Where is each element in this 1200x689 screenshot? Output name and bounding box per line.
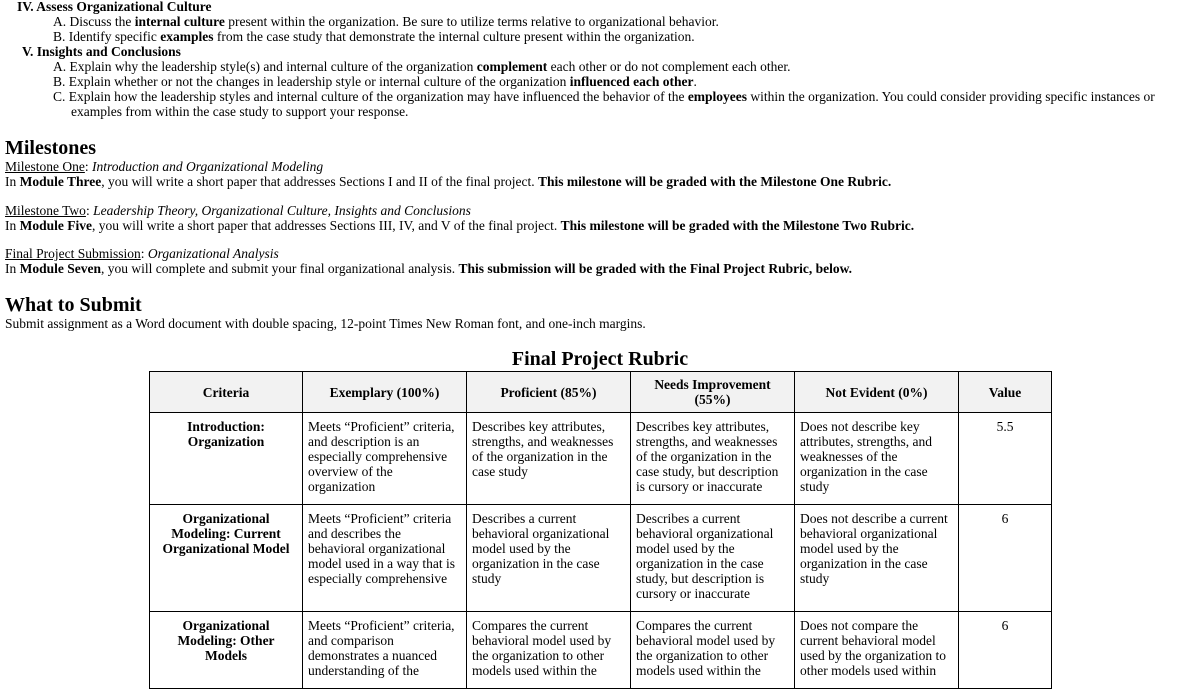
needs-improvement-cell: Describes key attributes, strengths, and weaknesses of the organization in the case study, but description is cursory or inaccurate bbox=[631, 413, 795, 505]
final-project-text bbox=[5, 261, 852, 276]
bold-text: internal culture bbox=[134, 14, 225, 29]
text: , you will write a short paper that addresses Sections I and II of the final project. bbox=[101, 174, 539, 189]
not-evident-cell: Does not compare the current behavioral model used by the organization to other models used within bbox=[795, 612, 959, 689]
exemplary-cell: Meets “Proficient” criteria, and description is an especially comprehensive overview of the organization bbox=[303, 413, 467, 505]
proficient-cell: Describes key attributes, strengths, and weaknesses of the organization in the case study bbox=[467, 413, 631, 505]
milestone-label: Milestone One bbox=[5, 159, 85, 174]
text: Explain whether or not the changes in leadership style or internal culture of the organization bbox=[68, 74, 570, 89]
criteria-cell: Introduction: Organization bbox=[150, 413, 303, 505]
bold-text: Module Three bbox=[19, 174, 102, 189]
criteria-cell: Organizational Modeling: Other Models bbox=[150, 612, 303, 689]
outline-title: Assess Organizational Culture bbox=[36, 0, 212, 14]
header-proficient: Proficient (85%) bbox=[467, 372, 631, 413]
bold-text: Module Five bbox=[19, 218, 92, 233]
milestone-one-text bbox=[5, 174, 891, 189]
outline-number: IV. bbox=[17, 0, 34, 14]
outline-item-v-b bbox=[53, 74, 697, 89]
milestone-label: Final Project Submission bbox=[5, 246, 141, 261]
header-criteria: Criteria bbox=[150, 372, 303, 413]
outline-title: Insights and Conclusions bbox=[36, 44, 181, 59]
text: each other or do not complement each other. bbox=[547, 59, 791, 74]
header-not-evident: Not Evident (0%) bbox=[795, 372, 959, 413]
outline-item-iv bbox=[17, 0, 212, 14]
outline-item-iv-a bbox=[53, 14, 719, 29]
milestones-heading: Milestones bbox=[5, 137, 97, 159]
milestone-one-title bbox=[5, 159, 323, 174]
header-exemplary: Exemplary (100%) bbox=[303, 372, 467, 413]
text: , you will complete and submit your final organizational analysis. bbox=[101, 261, 459, 276]
outline-number: V. bbox=[22, 44, 34, 59]
not-evident-cell: Does not describe a current behavioral organizational model used by the organization in the case study bbox=[795, 505, 959, 612]
proficient-cell: Describes a current behavioral organizational model used by the organization in the case study bbox=[467, 505, 631, 612]
table-row bbox=[150, 413, 1052, 505]
text: Identify specific bbox=[68, 29, 161, 44]
table-row bbox=[150, 505, 1052, 612]
milestone-label: Milestone Two bbox=[5, 203, 86, 218]
exemplary-cell: Meets “Proficient” criteria and describes the behavioral organizational model used in a way that is especially comprehensive bbox=[303, 505, 467, 612]
text: In bbox=[5, 218, 20, 233]
bold-text: influenced each other bbox=[569, 74, 694, 89]
milestone-two-text bbox=[5, 218, 914, 233]
outline-number: A. bbox=[53, 59, 67, 74]
outline-item-v bbox=[22, 44, 181, 59]
bold-text: Module Seven bbox=[19, 261, 102, 276]
text: . bbox=[693, 74, 697, 89]
bold-text: employees bbox=[687, 89, 748, 104]
text: , you will write a short paper that addresses Sections III, IV, and V of the final project. bbox=[92, 218, 561, 233]
not-evident-cell: Does not describe key attributes, strengths, and weaknesses of the organization in the case study bbox=[795, 413, 959, 505]
outline-item-iv-b bbox=[53, 29, 695, 44]
value-cell: 6 bbox=[959, 612, 1052, 689]
value-cell: 6 bbox=[959, 505, 1052, 612]
bold-text: examples bbox=[160, 29, 214, 44]
text: from the case study that demonstrate the internal culture present within the organization. bbox=[213, 29, 695, 44]
text: Explain how the leadership styles and internal culture of the organization may have influenced the behavior of the bbox=[68, 89, 688, 104]
bold-text: This submission will be graded with the Final Project Rubric, below. bbox=[458, 261, 852, 276]
text: present within the organization. Be sure to utilize terms relative to organizational behavior. bbox=[224, 14, 719, 29]
needs-improvement-cell: Describes a current behavioral organizational model used by the organization in the case study, but description is cursory or inaccurate bbox=[631, 505, 795, 612]
outline-number: B. bbox=[53, 29, 66, 44]
final-project-title bbox=[5, 246, 279, 261]
table-row bbox=[150, 612, 1052, 689]
outline-number: A. bbox=[53, 14, 67, 29]
separator: : bbox=[140, 246, 148, 261]
separator: : bbox=[85, 203, 94, 218]
rubric-title: Final Project Rubric bbox=[511, 348, 689, 370]
header-value: Value bbox=[959, 372, 1052, 413]
outline-item-v-c bbox=[53, 89, 1155, 104]
rubric-table bbox=[149, 371, 1052, 689]
header-needs-improvement: Needs Improvement (55%) bbox=[631, 372, 795, 413]
submit-instructions: Submit assignment as a Word document with double spacing, 12-point Times New Roman font, and one-inch margins. bbox=[5, 316, 646, 331]
text: In bbox=[5, 174, 20, 189]
text: Discuss the bbox=[69, 14, 135, 29]
bold-text: This milestone will be graded with the Milestone One Rubric. bbox=[538, 174, 892, 189]
bold-text: This milestone will be graded with the Milestone Two Rubric. bbox=[560, 218, 915, 233]
value-cell: 5.5 bbox=[959, 413, 1052, 505]
milestone-title: Organizational Analysis bbox=[147, 246, 279, 261]
bold-text: complement bbox=[476, 59, 548, 74]
outline-item-v-a bbox=[53, 59, 791, 74]
outline-item-v-c-cont bbox=[71, 104, 408, 119]
separator: : bbox=[84, 159, 93, 174]
proficient-cell: Compares the current behavioral model used by the organization to other models used within the bbox=[467, 612, 631, 689]
text: In bbox=[5, 261, 20, 276]
criteria-cell: Organizational Modeling: Current Organizational Model bbox=[150, 505, 303, 612]
text: examples from within the case study to support your response. bbox=[71, 104, 409, 119]
exemplary-cell: Meets “Proficient” criteria, and comparison demonstrates a nuanced understanding of the bbox=[303, 612, 467, 689]
what-to-submit-heading: What to Submit bbox=[5, 294, 142, 316]
milestone-title: Introduction and Organizational Modeling bbox=[92, 159, 324, 174]
outline-number: C. bbox=[53, 89, 66, 104]
needs-improvement-cell: Compares the current behavioral model used by the organization to other models used within the bbox=[631, 612, 795, 689]
text: Explain why the leadership style(s) and internal culture of the organization bbox=[69, 59, 477, 74]
milestone-two-title bbox=[5, 203, 471, 218]
text: within the organization. You could consider providing specific instances or bbox=[747, 89, 1155, 104]
milestone-title: Leadership Theory, Organizational Culture, Insights and Conclusions bbox=[93, 203, 471, 218]
rubric-header-row bbox=[150, 372, 1052, 413]
outline-number: B. bbox=[53, 74, 66, 89]
